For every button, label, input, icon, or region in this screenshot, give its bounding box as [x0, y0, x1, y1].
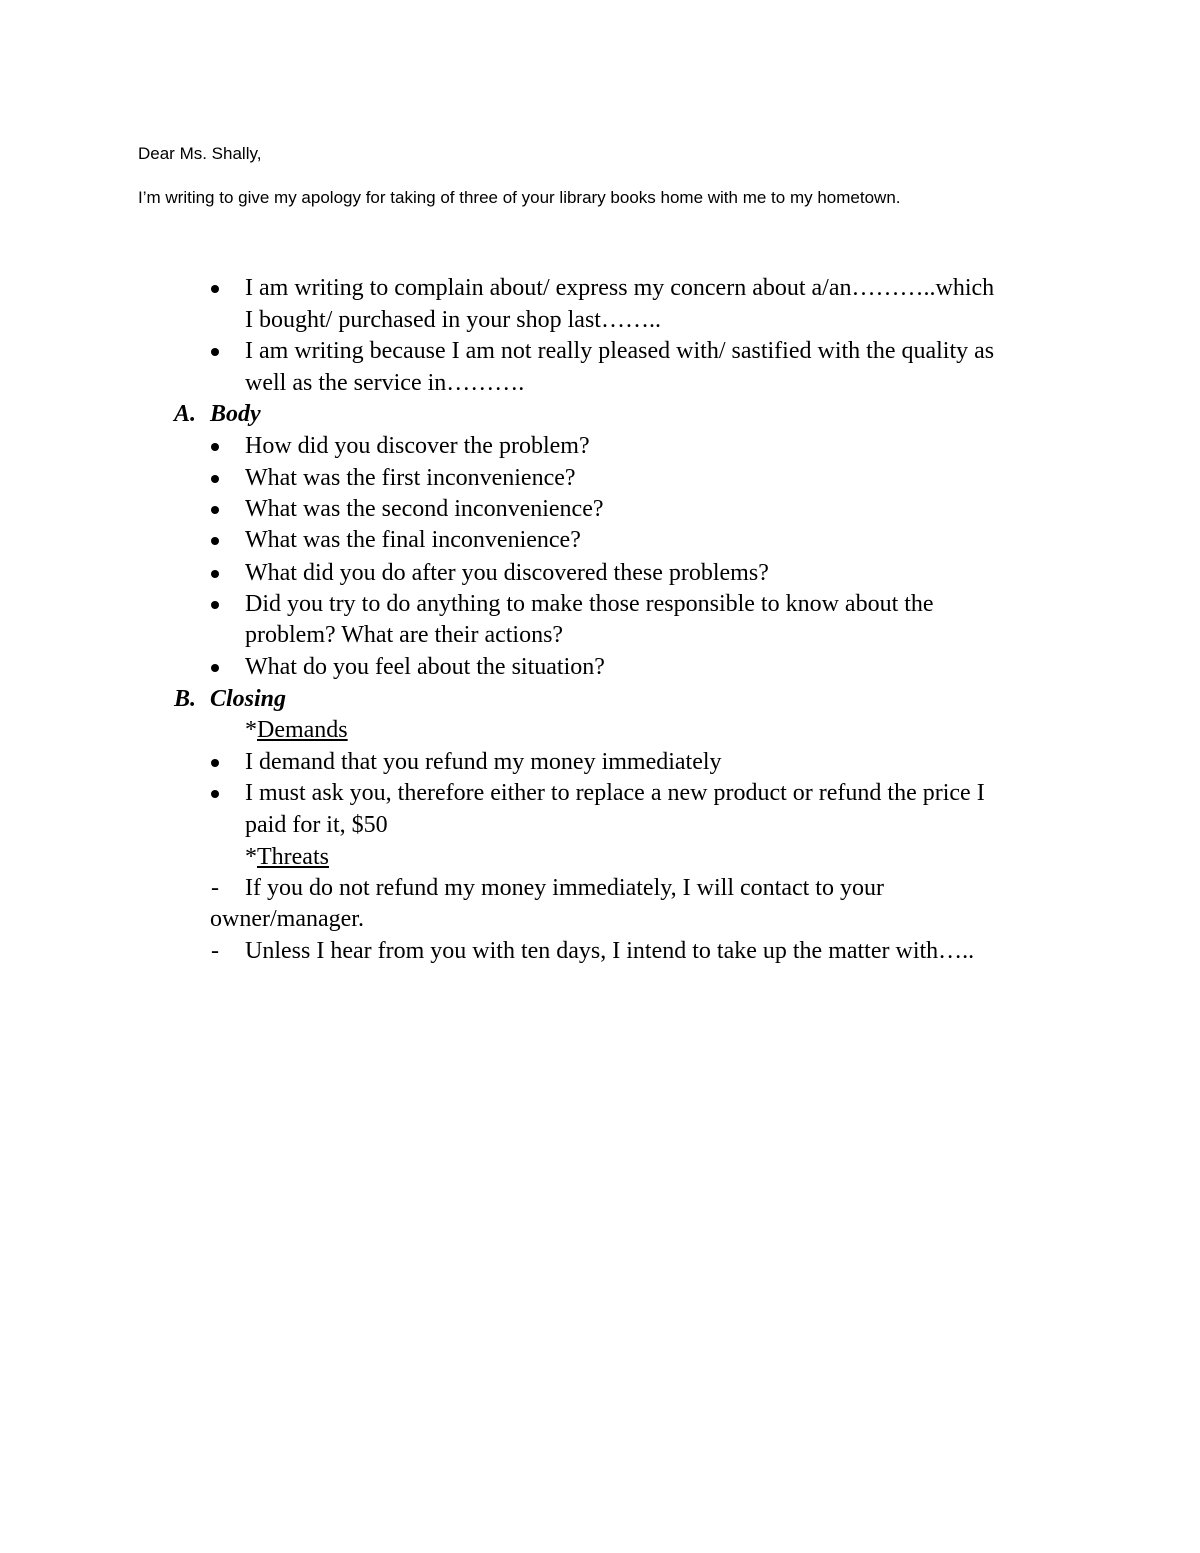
section-a-letter: A. [174, 401, 197, 427]
dash-marker: - [211, 938, 219, 964]
section-a-title: Body [210, 401, 261, 427]
demands-label-text: Demands [257, 717, 348, 743]
demands-label [245, 715, 348, 746]
bullet-icon [211, 443, 219, 451]
bullet-icon [211, 790, 219, 798]
bullet-icon [211, 759, 219, 767]
bullet-icon [211, 570, 219, 578]
intro-bullet-2-line-1: I am writing because I am not really pleased with/ sastified with the quality as [245, 338, 995, 364]
section-b-title: Closing [210, 686, 287, 712]
body-item-6-line-1: Did you try to do anything to make those responsible to know about the [245, 591, 934, 617]
body-item-2: What was the first inconvenience? [245, 465, 576, 491]
dash-marker: - [211, 875, 219, 901]
threat-item-1-line-2: owner/manager. [210, 906, 364, 932]
body-item-1: How did you discover the problem? [245, 433, 590, 459]
opening-sentence: I’m writing to give my apology for taking of three of your library books home with me to my hometown. [138, 188, 901, 207]
threats-label [245, 842, 329, 873]
demand-item-1: I demand that you refund my money immediately [245, 749, 722, 775]
salutation: Dear Ms. Shally, [138, 144, 262, 163]
bullet-icon [211, 537, 219, 545]
body-item-4: What was the final inconvenience? [245, 527, 581, 553]
bullet-icon [211, 348, 219, 356]
bullet-icon [211, 506, 219, 514]
bullet-icon [211, 664, 219, 672]
demand-item-2-line-2: paid for it, $50 [245, 812, 388, 838]
intro-bullet-1-line-1: I am writing to complain about/ express my concern about a/an………..which [245, 275, 995, 301]
bullet-icon [211, 285, 219, 293]
body-item-7: What do you feel about the situation? [245, 654, 605, 680]
body-item-3: What was the second inconvenience? [245, 496, 604, 522]
threat-item-2: Unless I hear from you with ten days, I intend to take up the matter with….. [245, 938, 975, 964]
bullet-icon [211, 475, 219, 483]
body-item-5: What did you do after you discovered these problems? [245, 560, 769, 586]
demands-star: * [245, 717, 257, 743]
threat-item-1-line-1: If you do not refund my money immediately, I will contact to your [245, 875, 884, 901]
threats-label-text: Threats [257, 844, 329, 870]
threats-star: * [245, 844, 257, 870]
demand-item-2-line-1: I must ask you, therefore either to replace a new product or refund the price I [245, 780, 985, 806]
intro-bullet-1-line-2: I bought/ purchased in your shop last…….. [245, 307, 661, 333]
bullet-icon [211, 601, 219, 609]
intro-bullet-2-line-2: well as the service in………. [245, 370, 525, 396]
body-item-6-line-2: problem? What are their actions? [245, 622, 564, 648]
section-b-letter: B. [174, 686, 197, 712]
